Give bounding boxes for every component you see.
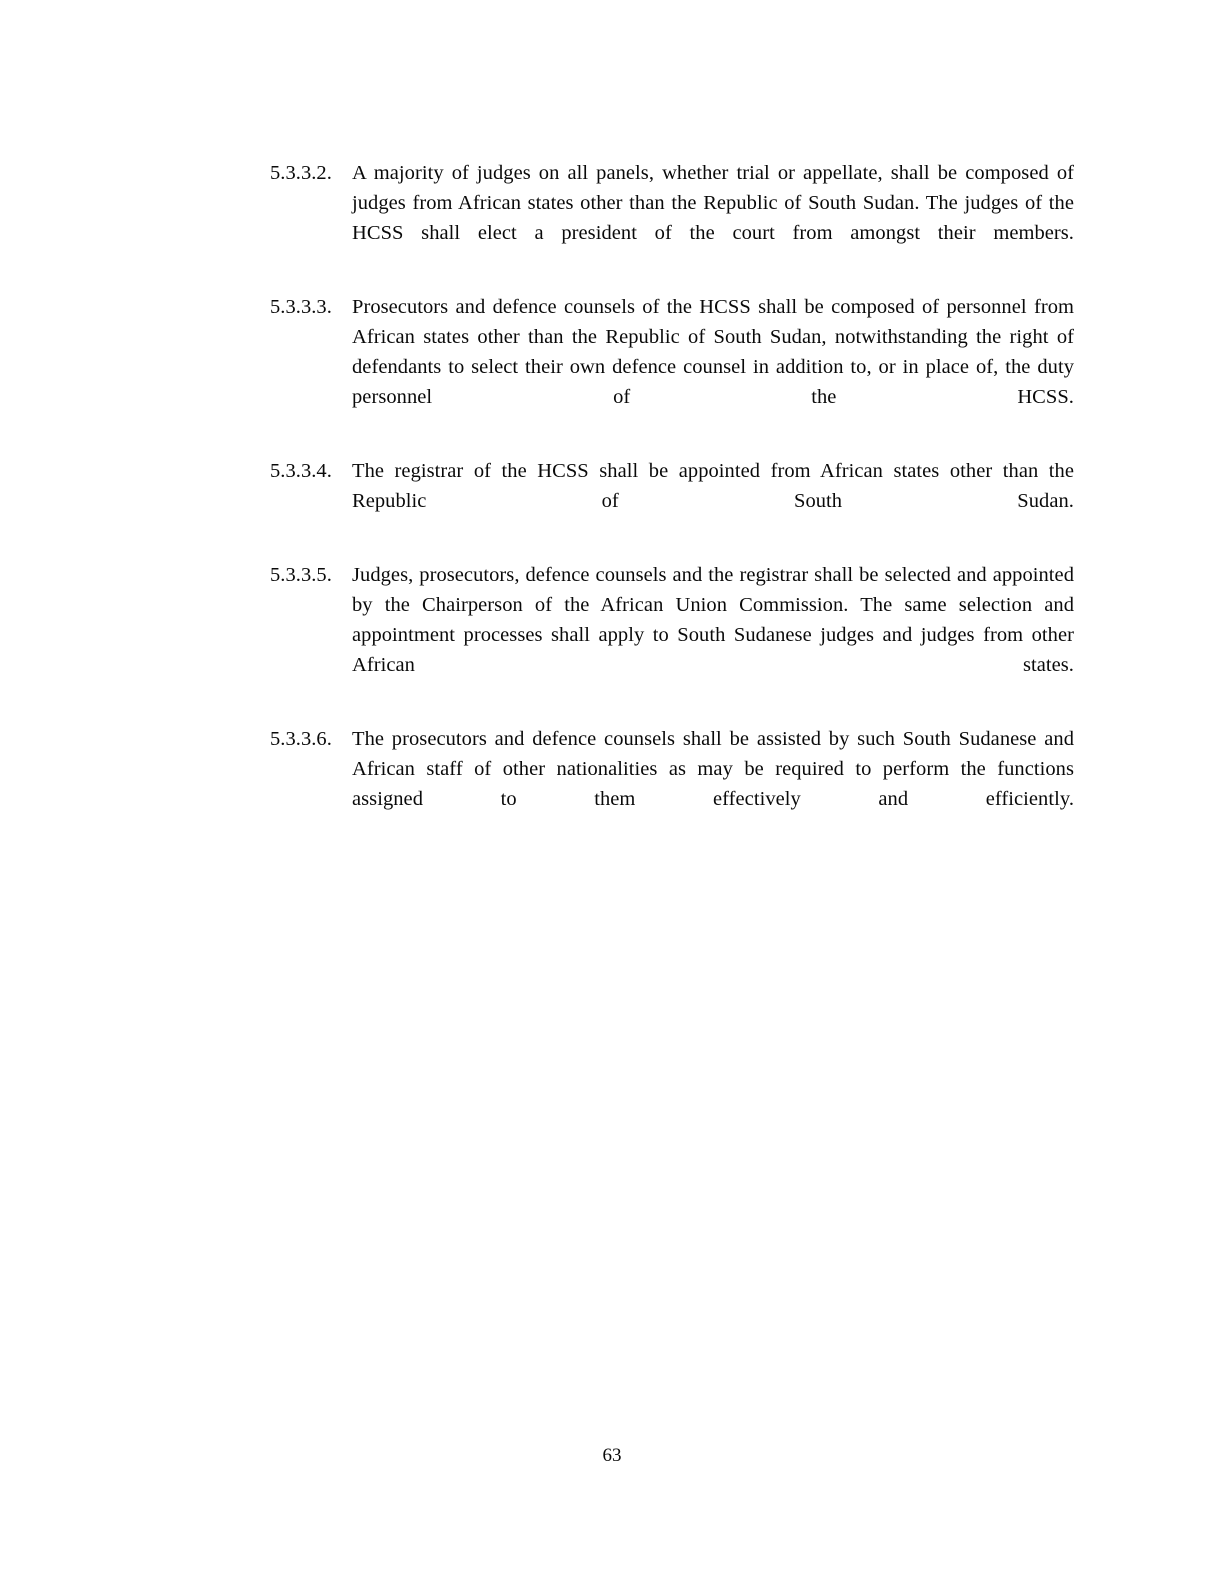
page-number: 63 (602, 1445, 622, 1466)
clause-text: Prosecutors and defence counsels of the HCSS shall be composed of personnel from African states other than the Republic of South Sudan, notwithstanding the right of defendants to select their own defence counsel in addition to, or in place of, the duty personnel of the HCSS. (352, 296, 1074, 408)
clause-5-3-3-5 (270, 560, 1074, 710)
clause-number: 5.3.3.3. (270, 296, 332, 318)
clause-text: A majority of judges on all panels, whether trial or appellate, shall be composed of judges from African states other than the Republic of South Sudan. The judges of the HCSS shall elect a president of the court from amongst their members. (352, 162, 1074, 244)
page-footer (0, 1444, 1224, 1468)
clause-number: 5.3.3.4. (270, 460, 332, 482)
clause-number: 5.3.3.5. (270, 564, 332, 586)
clause-number: 5.3.3.6. (270, 728, 332, 750)
document-body (270, 158, 1074, 844)
clause-5-3-3-3 (270, 292, 1074, 442)
clause-5-3-3-6 (270, 724, 1074, 844)
clause-text: Judges, prosecutors, defence counsels and the registrar shall be selected and appointed by the Chairperson of the African Union Commission. The same selection and appointment processes shall apply to South Sudanese judges and judges from other African states. (352, 564, 1074, 676)
clause-5-3-3-4 (270, 456, 1074, 546)
clause-text: The registrar of the HCSS shall be appointed from African states other than the Republic of South Sudan. (352, 460, 1074, 512)
clause-5-3-3-2 (270, 158, 1074, 278)
clause-number: 5.3.3.2. (270, 162, 332, 184)
clause-text: The prosecutors and defence counsels shall be assisted by such South Sudanese and African staff of other nationalities as may be required to perform the functions assigned to them effectively and efficiently. (352, 728, 1074, 810)
